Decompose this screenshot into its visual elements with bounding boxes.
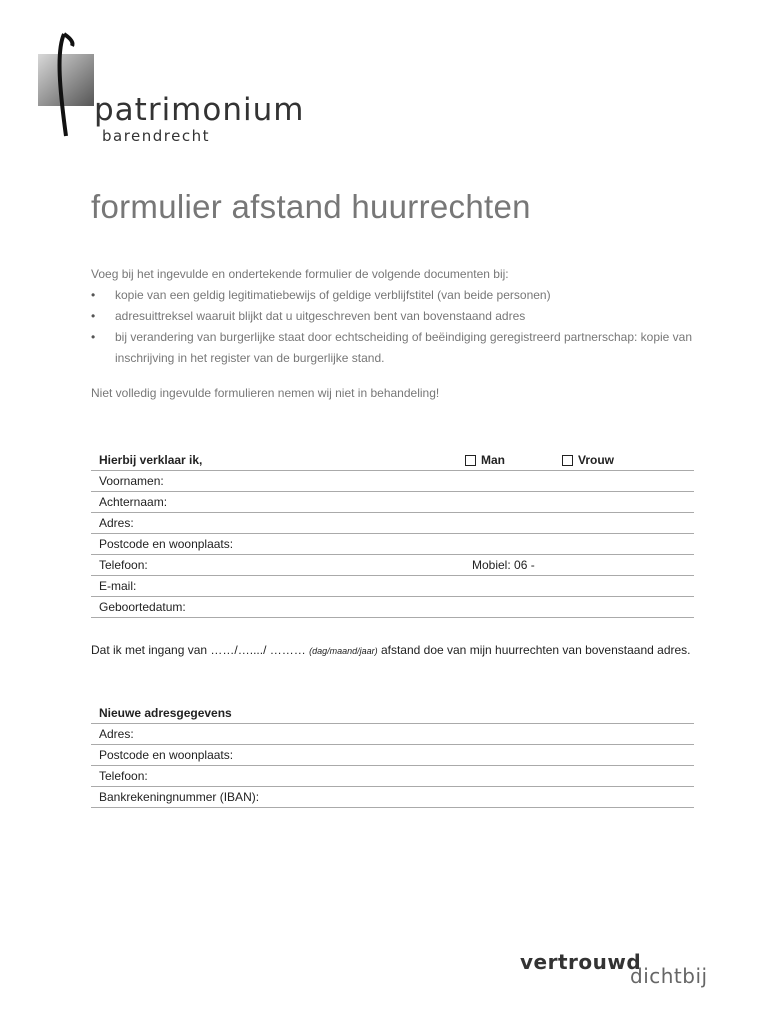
- new-phone-field[interactable]: [91, 766, 694, 787]
- new-address-heading: Nieuwe adresgegevens: [99, 706, 232, 720]
- new-address-field[interactable]: [91, 724, 694, 745]
- intro-lead: Voeg bij het ingevulde en ondertekende formulier de volgende documenten bij:: [91, 267, 509, 281]
- list-item: • adresuittreksel waaruit blijkt dat u uitgeschreven bent van bovenstaand adres: [91, 306, 711, 327]
- lastname-field[interactable]: [91, 492, 694, 513]
- document-title: formulier afstand huurrechten: [91, 188, 531, 225]
- new-address-heading-row: [91, 703, 694, 724]
- incomplete-warning: Niet volledig ingevulde formulieren nemen wij niet in behandeling!: [91, 386, 440, 400]
- termination-statement: [91, 640, 691, 662]
- statement-prefix: Dat ik met ingang van ……/…..../ ………: [91, 643, 310, 657]
- address-field[interactable]: [91, 513, 694, 534]
- patrimonium-logo: [36, 32, 326, 145]
- slogan-line1: vertrouwd: [520, 950, 642, 974]
- postcode-label: Postcode en woonplaats:: [99, 537, 234, 551]
- phone-label: Telefoon:: [99, 558, 148, 572]
- phone-field[interactable]: [91, 555, 694, 576]
- dob-field[interactable]: [91, 597, 694, 618]
- postcode-field[interactable]: [91, 534, 694, 555]
- new-phone-label: Telefoon:: [99, 769, 148, 783]
- iban-field[interactable]: [91, 787, 694, 808]
- lastname-label: Achternaam:: [99, 495, 168, 509]
- new-address-label: Adres:: [99, 727, 134, 741]
- address-label: Adres:: [99, 516, 134, 530]
- brand-subtitle: barendrecht: [102, 127, 211, 145]
- firstnames-field[interactable]: [91, 471, 694, 492]
- mobile-label: Mobiel: 06 -: [472, 558, 535, 572]
- gender-label-vrouw: Vrouw: [578, 453, 615, 467]
- new-postcode-label: Postcode en woonplaats:: [99, 748, 234, 762]
- new-postcode-field[interactable]: [91, 745, 694, 766]
- required-documents-list: [91, 285, 711, 369]
- dob-label: Geboortedatum:: [99, 600, 186, 614]
- checkbox-vrouw[interactable]: [562, 455, 573, 466]
- checkbox-man[interactable]: [465, 455, 476, 466]
- slogan-line2: dichtbij: [630, 964, 708, 988]
- new-address-table: [91, 703, 694, 808]
- list-item: • bij verandering van burgerlijke staat door echtscheiding of beëindiging geregistreerd partnerschap: kopie van inschrijving in het register van de burgerlijke stand.: [91, 327, 711, 369]
- intro-section: [91, 264, 711, 369]
- firstnames-label: Voornamen:: [99, 474, 164, 488]
- email-field[interactable]: [91, 576, 694, 597]
- declaration-heading: Hierbij verklaar ik,: [99, 453, 203, 467]
- brand-name: patrimonium: [94, 92, 305, 128]
- gender-option-vrouw[interactable]: [562, 450, 614, 470]
- gender-option-man[interactable]: [465, 450, 505, 470]
- email-label: E-mail:: [99, 579, 137, 593]
- date-format-note: (dag/maand/jaar): [309, 646, 378, 656]
- list-item: • kopie van een geldig legitimatiebewijs of geldige verblijfstitel (van beide personen): [91, 285, 711, 306]
- declaration-table: [91, 450, 694, 618]
- declaration-heading-row: [91, 450, 694, 471]
- gender-label-man: Man: [481, 453, 505, 467]
- statement-suffix: afstand doe van mijn huurrechten van bovenstaand adres.: [377, 643, 691, 657]
- iban-label: Bankrekeningnummer (IBAN):: [99, 790, 260, 804]
- footer-slogan: [520, 950, 720, 990]
